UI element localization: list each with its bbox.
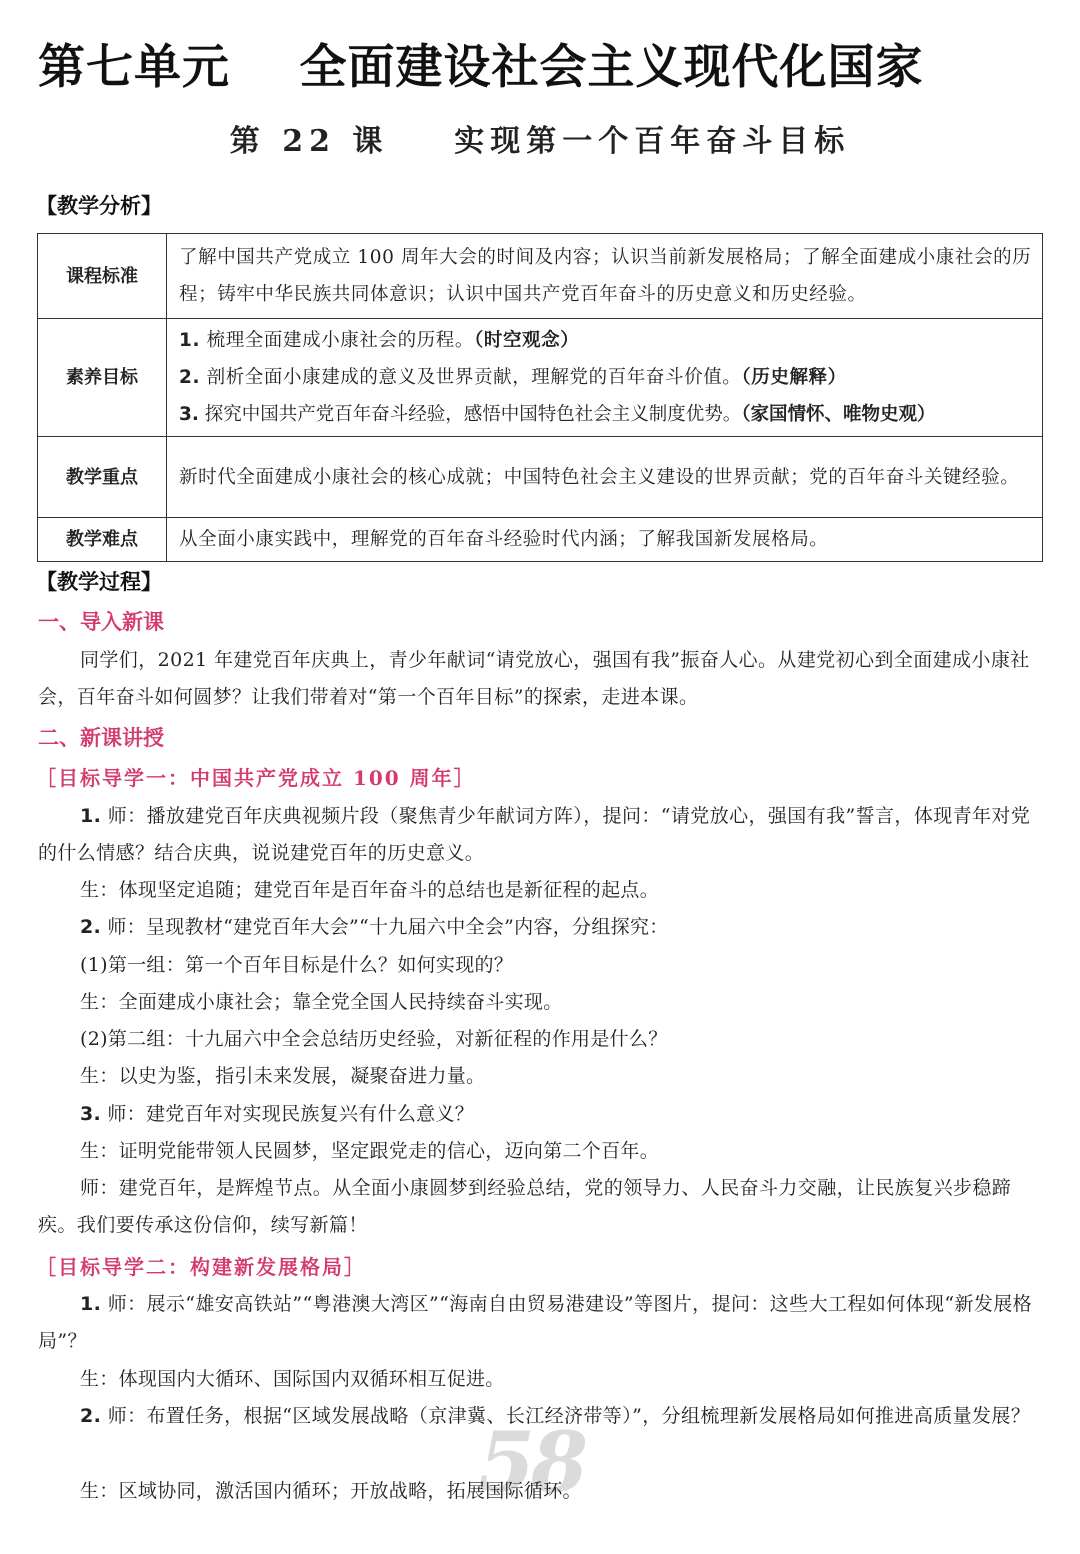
row-value-difficulty: 从全面小康实践中，理解党的百年奋斗经验时代内涵；了解我国新发展格局。 xyxy=(167,518,1043,562)
g2-question-1: 1. 师：展示“雄安高铁站”“粤港澳大湾区”“海南自由贸易港建设”等图片，提问：这些大工程如何体现“新发展格局”？ xyxy=(38,1293,1033,1352)
row-value-focus: 新时代全面建成小康社会的核心成就；中国特色社会主义建设的世界贡献；党的百年奋斗关键经验。 xyxy=(167,437,1043,518)
analysis-table xyxy=(37,233,1043,562)
g1-question-2a: (1)第一组：第一个百年目标是什么？如何实现的？ xyxy=(80,954,514,976)
g1-summary: 师：建党百年，是辉煌节点。从全面小康圆梦到经验总结，党的领导力、人民奋斗力交融，让民族复兴步稳蹄疾。我们要传承这份信仰，续写新篇！ xyxy=(38,1177,1012,1236)
goal-item: 2. 剖析全面小康建成的意义及世界贡献，理解党的百年奋斗价值。（历史解释） xyxy=(179,367,847,388)
g1-question-3: 3. 师：建党百年对实现民族复兴有什么意义？ xyxy=(80,1103,475,1125)
goal-item: 1. 梳理全面建成小康社会的历程。（时空观念） xyxy=(179,330,580,351)
row-label-difficulty: 教学难点 xyxy=(38,518,167,562)
new-lesson-heading: 二、新课讲授 xyxy=(38,726,164,750)
g2-question-2: 2. 师：布置任务，根据“区域发展战略（京津冀、长江经济带等）”，分组梳理新发展格局如何推进高质量发展？ xyxy=(80,1405,1031,1427)
row-label-focus: 教学重点 xyxy=(38,437,167,518)
intro-paragraph: 同学们，2021 年建党百年庆典上，青少年献词“请党放心，强国有我”振奋人心。从建党初心到全面建成小康社会，百年奋斗如何圆梦？让我们带着对“第一个百年目标”的探索，走进本课。 xyxy=(38,649,1030,708)
goal-item: 3. 探究中国共产党百年奋斗经验，感悟中国特色社会主义制度优势。（家国情怀、唯物史观） xyxy=(179,404,936,425)
g2-answer-1: 生：体现国内大循环、国际国内双循环相互促进。 xyxy=(80,1368,505,1390)
analysis-heading: 【教学分析】 xyxy=(36,194,162,218)
g1-answer-3: 生：证明党能带领人民圆梦，坚定跟党走的信心，迈向第二个百年。 xyxy=(80,1140,660,1162)
intro-heading: 一、导入新课 xyxy=(38,610,164,634)
unit-title: 第七单元 全面建设社会主义现代化国家 xyxy=(38,40,924,95)
goal-one-heading: ［目标导学一：中国共产党成立 100 周年］ xyxy=(36,766,476,790)
g1-answer-2b: 生：以史为鉴，指引未来发展，凝聚奋进力量。 xyxy=(80,1065,486,1087)
row-value-standard: 了解中国共产党成立 100 周年大会的时间及内容；认识当前新发展格局；了解全面建成小康社会的历程；铸牢中华民族共同体意识；认识中国共产党百年奋斗的历史意义和历史经验。 xyxy=(167,234,1043,319)
g1-answer-2a: 生：全面建成小康社会；靠全党全国人民持续奋斗实现。 xyxy=(80,991,563,1013)
g1-question-1: 1. 师：播放建党百年庆典视频片段（聚焦青少年献词方阵），提问：“请党放心，强国有我”誓言，体现青年对党的什么情感？结合庆典，说说建党百年的历史意义。 xyxy=(38,805,1031,864)
g1-question-2: 2. 师：呈现教材“建党百年大会”“十九届六中全会”内容，分组探究： xyxy=(80,916,669,938)
g1-question-2b: (2)第二组：十九届六中全会总结历史经验，对新征程的作用是什么？ xyxy=(80,1028,668,1050)
process-heading: 【教学过程】 xyxy=(36,570,162,594)
g1-answer-1: 生：体现坚定追随；建党百年是百年奋斗的总结也是新征程的起点。 xyxy=(80,879,660,901)
row-label-standard: 课程标准 xyxy=(38,234,167,319)
table-row xyxy=(38,319,1043,437)
lesson-title: 第 22 课 实现第一个百年奋斗目标 xyxy=(229,124,851,159)
table-row xyxy=(38,518,1043,562)
table-row xyxy=(38,437,1043,518)
page-number: 58 xyxy=(478,1415,585,1511)
row-label-goals: 素养目标 xyxy=(38,319,167,437)
goal-two-heading: ［目标导学二：构建新发展格局］ xyxy=(36,1255,366,1279)
g2-answer-2: 生：区域协同，激活国内循环；开放战略，拓展国际循环。 xyxy=(80,1480,582,1502)
row-value-goals xyxy=(167,319,1043,437)
table-row xyxy=(38,234,1043,319)
